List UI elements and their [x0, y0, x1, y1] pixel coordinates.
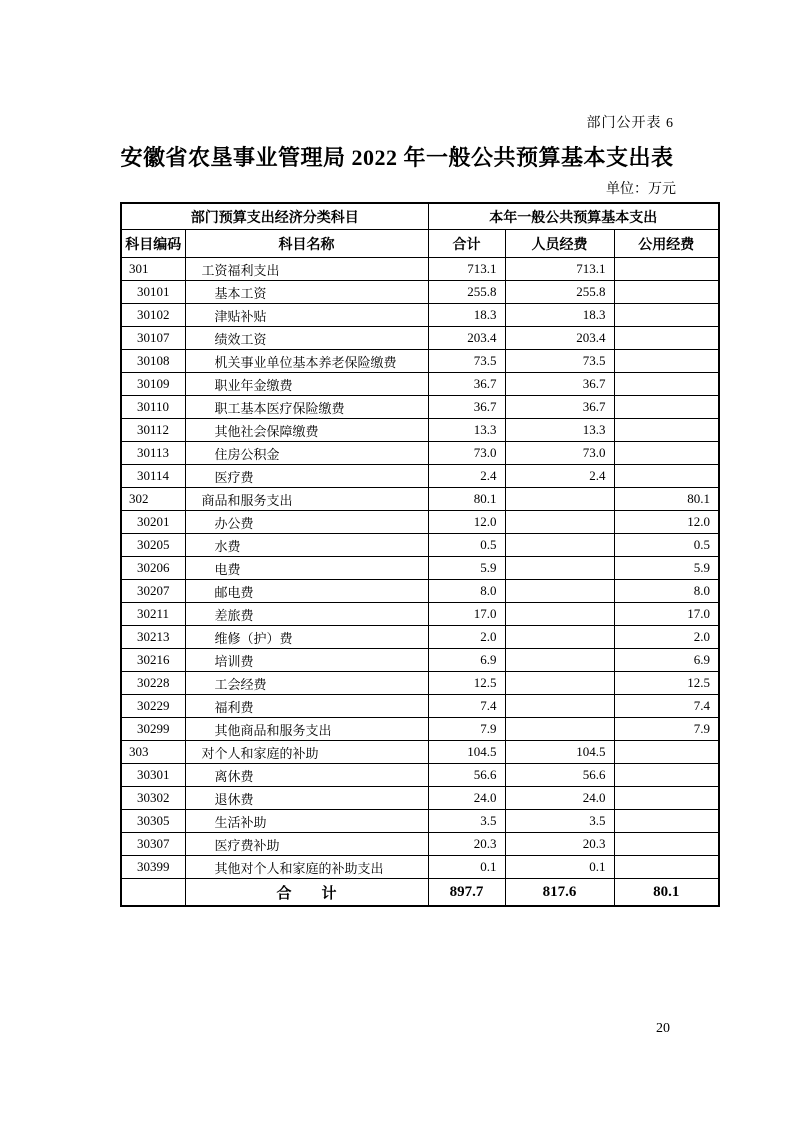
cell-personnel: 203.4 — [505, 327, 614, 350]
row-name: 职业年金缴费 — [185, 373, 428, 396]
cell-public — [614, 810, 719, 833]
cell-personnel — [505, 649, 614, 672]
page-title: 安徽省农垦事业管理局 2022 年一般公共预算基本支出表 — [120, 145, 674, 170]
row-name: 绩效工资 — [185, 327, 428, 350]
cell-total: 73.5 — [428, 350, 505, 373]
column-header-personnel: 人员经费 — [505, 230, 614, 258]
cell-public — [614, 304, 719, 327]
cell-personnel: 104.5 — [505, 741, 614, 764]
row-code: 30107 — [121, 327, 185, 350]
table-body — [121, 258, 719, 907]
group-header-classification: 部门预算支出经济分类科目 — [121, 203, 428, 230]
table-row — [121, 557, 719, 580]
row-name: 对个人和家庭的补助 — [185, 741, 428, 764]
cell-personnel — [505, 626, 614, 649]
cell-total: 7.9 — [428, 718, 505, 741]
cell-public: 8.0 — [614, 580, 719, 603]
cell-public — [614, 258, 719, 281]
row-code: 30206 — [121, 557, 185, 580]
row-name: 其他社会保障缴费 — [185, 419, 428, 442]
cell-public: 2.0 — [614, 626, 719, 649]
cell-total: 18.3 — [428, 304, 505, 327]
cell-personnel: 24.0 — [505, 787, 614, 810]
table-row — [121, 856, 719, 879]
table-row — [121, 419, 719, 442]
row-name: 其他商品和服务支出 — [185, 718, 428, 741]
table-row — [121, 741, 719, 764]
cell-public — [614, 350, 719, 373]
cell-public — [614, 281, 719, 304]
cell-total: 5.9 — [428, 557, 505, 580]
row-name: 退休费 — [185, 787, 428, 810]
row-code: 30228 — [121, 672, 185, 695]
corner-table-label: 部门公开表 6 — [586, 116, 674, 131]
table-row — [121, 396, 719, 419]
table-row — [121, 327, 719, 350]
cell-personnel: 3.5 — [505, 810, 614, 833]
total-row-empty-code — [121, 879, 185, 907]
row-code: 30113 — [121, 442, 185, 465]
row-name: 津贴补贴 — [185, 304, 428, 327]
cell-personnel — [505, 580, 614, 603]
column-header-total: 合计 — [428, 230, 505, 258]
row-name: 商品和服务支出 — [185, 488, 428, 511]
cell-total: 0.1 — [428, 856, 505, 879]
row-name: 医疗费补助 — [185, 833, 428, 856]
cell-public — [614, 833, 719, 856]
cell-public: 80.1 — [614, 488, 719, 511]
row-name: 差旅费 — [185, 603, 428, 626]
cell-personnel: 0.1 — [505, 856, 614, 879]
group-header-budget: 本年一般公共预算基本支出 — [428, 203, 719, 230]
cell-public — [614, 373, 719, 396]
table-row — [121, 350, 719, 373]
cell-total: 0.5 — [428, 534, 505, 557]
cell-total: 6.9 — [428, 649, 505, 672]
row-code: 30109 — [121, 373, 185, 396]
row-code: 30207 — [121, 580, 185, 603]
row-code: 30229 — [121, 695, 185, 718]
row-name: 职工基本医疗保险缴费 — [185, 396, 428, 419]
column-header-code: 科目编码 — [121, 230, 185, 258]
cell-total: 12.5 — [428, 672, 505, 695]
row-name: 基本工资 — [185, 281, 428, 304]
row-code: 30302 — [121, 787, 185, 810]
table-row — [121, 281, 719, 304]
cell-public: 17.0 — [614, 603, 719, 626]
cell-public: 7.4 — [614, 695, 719, 718]
table-row — [121, 695, 719, 718]
unit-note: 单位：万元 — [606, 182, 676, 197]
table-row — [121, 626, 719, 649]
row-name: 工资福利支出 — [185, 258, 428, 281]
cell-personnel: 13.3 — [505, 419, 614, 442]
cell-total: 80.1 — [428, 488, 505, 511]
row-code: 30299 — [121, 718, 185, 741]
table-row — [121, 373, 719, 396]
row-code: 30110 — [121, 396, 185, 419]
table-row — [121, 787, 719, 810]
row-name: 医疗费 — [185, 465, 428, 488]
table-header — [121, 203, 719, 258]
total-row-label: 合 计 — [185, 879, 428, 907]
cell-total: 36.7 — [428, 373, 505, 396]
cell-public — [614, 327, 719, 350]
cell-total: 13.3 — [428, 419, 505, 442]
cell-public: 7.9 — [614, 718, 719, 741]
cell-personnel: 2.4 — [505, 465, 614, 488]
table-row — [121, 442, 719, 465]
cell-personnel: 56.6 — [505, 764, 614, 787]
cell-public — [614, 741, 719, 764]
row-code: 30305 — [121, 810, 185, 833]
cell-total: 7.4 — [428, 695, 505, 718]
table-row — [121, 649, 719, 672]
column-header-row — [121, 230, 719, 258]
total-cell-personnel: 817.6 — [505, 879, 614, 907]
cell-public — [614, 856, 719, 879]
table-row — [121, 603, 719, 626]
row-name: 水费 — [185, 534, 428, 557]
row-code: 30205 — [121, 534, 185, 557]
table-row — [121, 511, 719, 534]
cell-total: 73.0 — [428, 442, 505, 465]
table-row — [121, 833, 719, 856]
cell-personnel — [505, 534, 614, 557]
page-number: 20 — [656, 1021, 670, 1036]
row-code: 30216 — [121, 649, 185, 672]
row-name: 邮电费 — [185, 580, 428, 603]
cell-personnel — [505, 488, 614, 511]
cell-total: 24.0 — [428, 787, 505, 810]
cell-public — [614, 764, 719, 787]
row-code: 30307 — [121, 833, 185, 856]
row-code: 30399 — [121, 856, 185, 879]
row-code: 30102 — [121, 304, 185, 327]
cell-total: 2.4 — [428, 465, 505, 488]
row-code: 30108 — [121, 350, 185, 373]
cell-personnel: 713.1 — [505, 258, 614, 281]
total-cell-public: 80.1 — [614, 879, 719, 907]
row-code: 30114 — [121, 465, 185, 488]
table-row — [121, 534, 719, 557]
row-code: 303 — [121, 741, 185, 764]
total-row — [121, 879, 719, 907]
cell-total: 255.8 — [428, 281, 505, 304]
cell-total: 36.7 — [428, 396, 505, 419]
cell-personnel: 18.3 — [505, 304, 614, 327]
cell-total: 104.5 — [428, 741, 505, 764]
row-code: 30211 — [121, 603, 185, 626]
row-code: 301 — [121, 258, 185, 281]
cell-personnel — [505, 557, 614, 580]
cell-personnel — [505, 695, 614, 718]
row-code: 30201 — [121, 511, 185, 534]
row-name: 生活补助 — [185, 810, 428, 833]
budget-table — [120, 202, 720, 907]
cell-total: 8.0 — [428, 580, 505, 603]
column-header-name: 科目名称 — [185, 230, 428, 258]
cell-personnel — [505, 672, 614, 695]
row-code: 30301 — [121, 764, 185, 787]
cell-public: 5.9 — [614, 557, 719, 580]
row-code: 30101 — [121, 281, 185, 304]
row-name: 维修（护）费 — [185, 626, 428, 649]
column-header-public: 公用经费 — [614, 230, 719, 258]
cell-public — [614, 419, 719, 442]
cell-total: 12.0 — [428, 511, 505, 534]
cell-personnel: 255.8 — [505, 281, 614, 304]
table-row — [121, 810, 719, 833]
cell-total: 713.1 — [428, 258, 505, 281]
row-name: 住房公积金 — [185, 442, 428, 465]
row-name: 机关事业单位基本养老保险缴费 — [185, 350, 428, 373]
cell-total: 20.3 — [428, 833, 505, 856]
group-header-row — [121, 203, 719, 230]
row-code: 30213 — [121, 626, 185, 649]
cell-total: 2.0 — [428, 626, 505, 649]
total-cell-total: 897.7 — [428, 879, 505, 907]
row-name: 工会经费 — [185, 672, 428, 695]
table-row — [121, 672, 719, 695]
table-row — [121, 580, 719, 603]
cell-total: 3.5 — [428, 810, 505, 833]
cell-personnel: 73.5 — [505, 350, 614, 373]
table-row — [121, 258, 719, 281]
cell-public — [614, 442, 719, 465]
cell-personnel: 36.7 — [505, 373, 614, 396]
row-name: 离休费 — [185, 764, 428, 787]
row-name: 电费 — [185, 557, 428, 580]
cell-public: 6.9 — [614, 649, 719, 672]
row-code: 30112 — [121, 419, 185, 442]
cell-total: 56.6 — [428, 764, 505, 787]
table-row — [121, 718, 719, 741]
cell-total: 203.4 — [428, 327, 505, 350]
row-name: 办公费 — [185, 511, 428, 534]
cell-personnel — [505, 511, 614, 534]
cell-public — [614, 396, 719, 419]
cell-personnel: 36.7 — [505, 396, 614, 419]
cell-personnel: 20.3 — [505, 833, 614, 856]
cell-personnel: 73.0 — [505, 442, 614, 465]
cell-public: 12.0 — [614, 511, 719, 534]
cell-public: 12.5 — [614, 672, 719, 695]
row-name: 其他对个人和家庭的补助支出 — [185, 856, 428, 879]
row-name: 福利费 — [185, 695, 428, 718]
cell-personnel — [505, 603, 614, 626]
table-row — [121, 488, 719, 511]
table-row — [121, 764, 719, 787]
cell-total: 17.0 — [428, 603, 505, 626]
row-code: 302 — [121, 488, 185, 511]
cell-public — [614, 465, 719, 488]
cell-public — [614, 787, 719, 810]
cell-public: 0.5 — [614, 534, 719, 557]
row-name: 培训费 — [185, 649, 428, 672]
table-row — [121, 465, 719, 488]
table-row — [121, 304, 719, 327]
cell-personnel — [505, 718, 614, 741]
